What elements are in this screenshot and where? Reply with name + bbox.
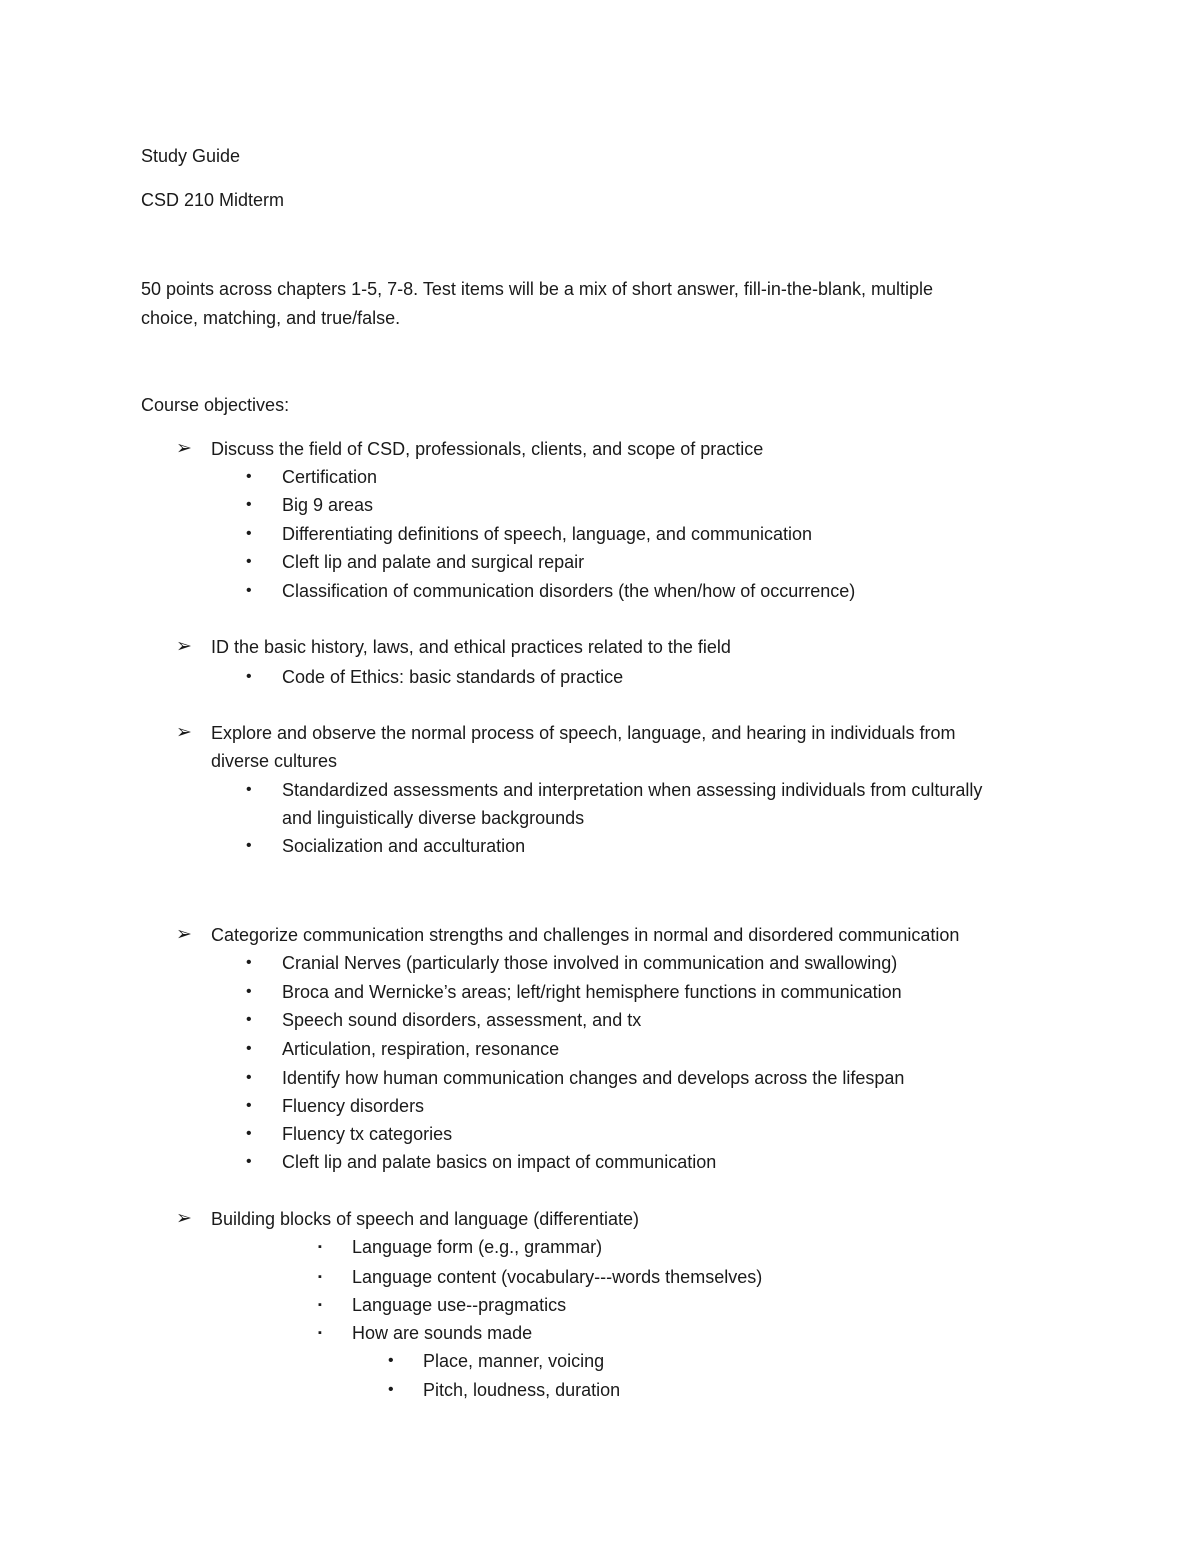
- objective-1-item: Big 9 areas: [282, 495, 374, 515]
- bullet-icon: •: [246, 468, 252, 485]
- arrow-bullet-icon: ➢: [176, 438, 192, 459]
- bullet-icon: •: [246, 496, 252, 513]
- square-bullet-icon: ▪: [318, 1241, 322, 1253]
- arrow-bullet-icon: ➢: [176, 722, 192, 743]
- bullet-icon: •: [246, 954, 252, 971]
- objective-3-item: Socialization and acculturation: [282, 836, 526, 856]
- objective-5: Building blocks of speech and language (differentiate): [211, 1209, 639, 1229]
- intro-text-line-1: 50 points across chapters 1-5, 7-8. Test items will be a mix of short answer, fill-in-the-blank, multiple: [141, 279, 933, 299]
- objective-5-item: Language form (e.g., grammar): [352, 1237, 603, 1257]
- bullet-icon: •: [246, 1125, 252, 1142]
- objectives-heading: Course objectives:: [141, 395, 290, 415]
- objective-4-item: Fluency disorders: [282, 1096, 425, 1116]
- objective-4-item: Identify how human communication changes and develops across the lifespan: [282, 1068, 905, 1088]
- objective-1-item: Classification of communication disorders (the when/how of occurrence): [282, 581, 856, 601]
- bullet-icon: •: [246, 1153, 252, 1170]
- course-name: CSD 210 Midterm: [141, 190, 285, 210]
- objective-2-item: Code of Ethics: basic standards of practice: [282, 667, 624, 687]
- objective-4: Categorize communication strengths and challenges in normal and disordered communication: [211, 925, 960, 945]
- objective-3-line-1: Explore and observe the normal process of speech, language, and hearing in individuals from: [211, 723, 956, 743]
- objective-5-subitem: Pitch, loudness, duration: [423, 1380, 621, 1400]
- bullet-icon: •: [246, 1040, 252, 1057]
- bullet-icon: •: [246, 1097, 252, 1114]
- bullet-icon: •: [388, 1352, 394, 1369]
- bullet-icon: •: [246, 781, 252, 798]
- objective-1-item: Differentiating definitions of speech, language, and communication: [282, 524, 813, 544]
- square-bullet-icon: ▪: [318, 1299, 322, 1311]
- arrow-bullet-icon: ➢: [176, 924, 192, 945]
- objective-2: ID the basic history, laws, and ethical practices related to the field: [211, 637, 731, 657]
- objective-5-subitem: Place, manner, voicing: [423, 1351, 605, 1371]
- objective-3-line-2: diverse cultures: [211, 751, 338, 771]
- objective-5-item: How are sounds made: [352, 1323, 533, 1343]
- objective-4-item: Speech sound disorders, assessment, and tx: [282, 1010, 642, 1030]
- objective-1: Discuss the field of CSD, professionals, clients, and scope of practice: [211, 439, 764, 459]
- objective-3-item-line-2: and linguistically diverse backgrounds: [282, 808, 585, 828]
- objective-1-item: Certification: [282, 467, 378, 487]
- objective-3-item-line-1: Standardized assessments and interpretation when assessing individuals from culturally: [282, 780, 983, 800]
- bullet-icon: •: [246, 668, 252, 685]
- bullet-icon: •: [246, 837, 252, 854]
- square-bullet-icon: ▪: [318, 1327, 322, 1339]
- bullet-icon: •: [246, 1069, 252, 1086]
- objective-5-item: Language content (vocabulary---words themselves): [352, 1267, 763, 1287]
- arrow-bullet-icon: ➢: [176, 1208, 192, 1229]
- bullet-icon: •: [246, 582, 252, 599]
- intro-text-line-2: choice, matching, and true/false.: [141, 308, 401, 328]
- bullet-icon: •: [246, 983, 252, 1000]
- bullet-icon: •: [246, 1011, 252, 1028]
- objective-5-item: Language use--pragmatics: [352, 1295, 567, 1315]
- objective-1-item: Cleft lip and palate and surgical repair: [282, 552, 585, 572]
- objective-4-item: Cranial Nerves (particularly those involved in communication and swallowing): [282, 953, 898, 973]
- objective-4-item: Fluency tx categories: [282, 1124, 453, 1144]
- bullet-icon: •: [246, 525, 252, 542]
- objective-4-item: Cleft lip and palate basics on impact of communication: [282, 1152, 717, 1172]
- arrow-bullet-icon: ➢: [176, 636, 192, 657]
- bullet-icon: •: [388, 1381, 394, 1398]
- document-title: Study Guide: [141, 146, 241, 166]
- objective-4-item: Articulation, respiration, resonance: [282, 1039, 560, 1059]
- bullet-icon: •: [246, 553, 252, 570]
- objective-4-item: Broca and Wernicke’s areas; left/right hemisphere functions in communication: [282, 982, 902, 1002]
- square-bullet-icon: ▪: [318, 1271, 322, 1283]
